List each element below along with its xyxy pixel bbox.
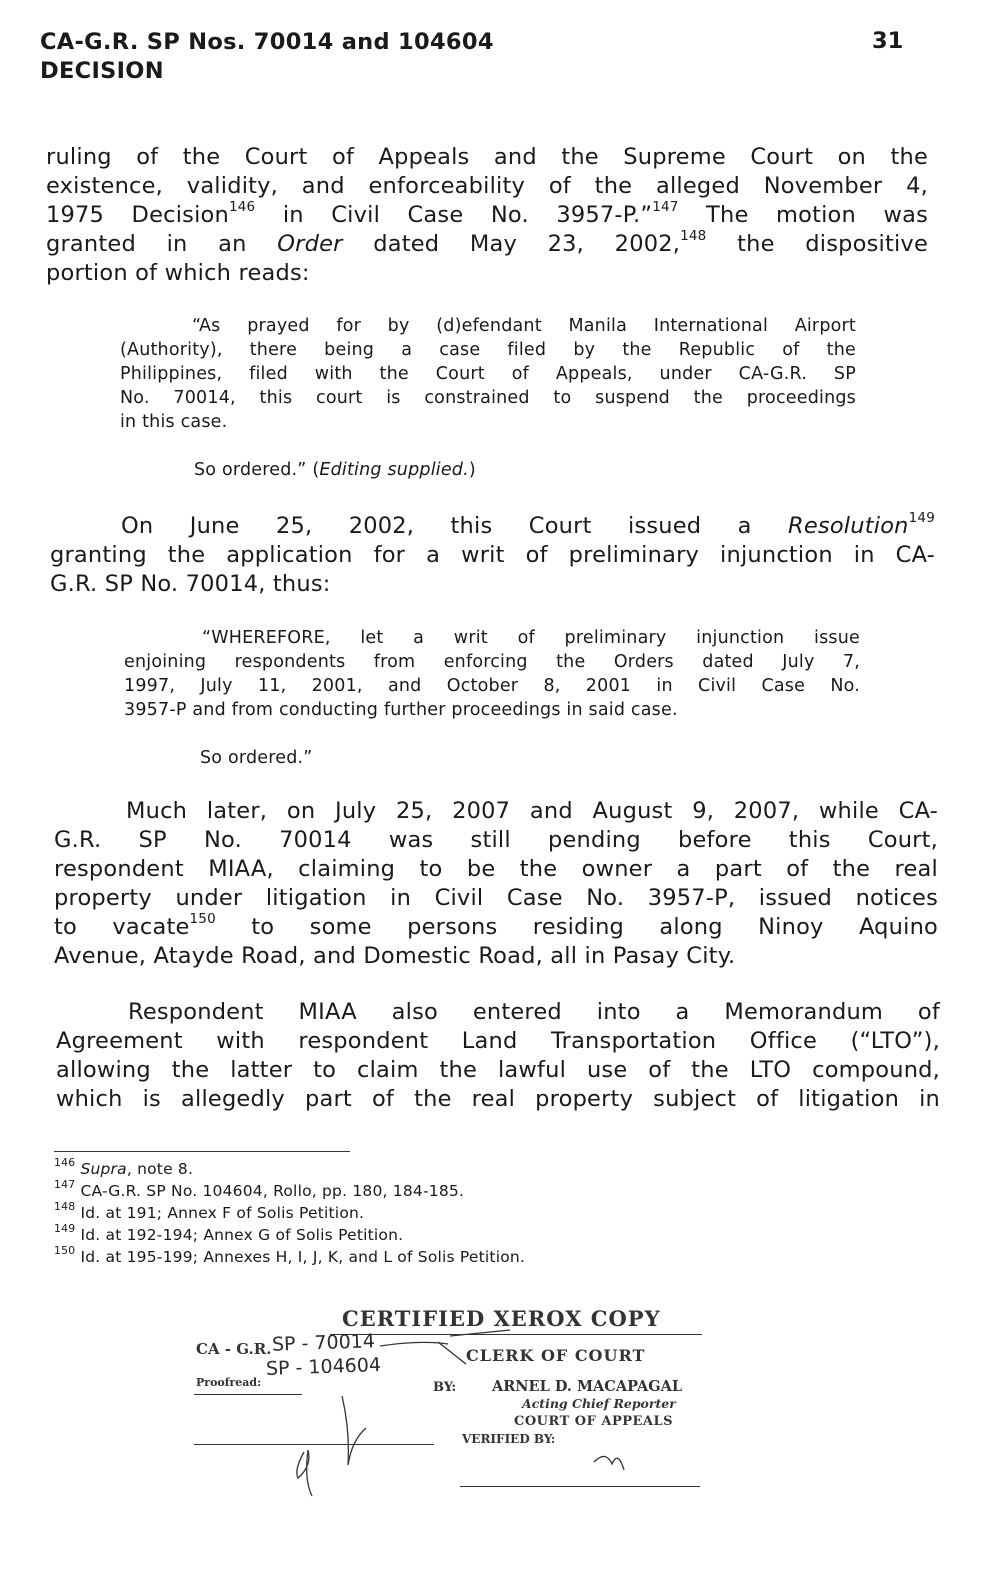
document-type: DECISION bbox=[40, 58, 164, 84]
stamp-signatory: ARNEL D. MACAPAGAL bbox=[492, 1378, 683, 1395]
stamp-clerk: CLERK OF COURT bbox=[466, 1346, 646, 1365]
footnote: $^{146}$ Supra, note 8. bbox=[54, 1156, 194, 1178]
stamp-court: COURT OF APPEALS bbox=[514, 1414, 674, 1429]
page-number: 31 bbox=[872, 28, 904, 54]
text-line: allowing the latter to claim the lawful use of the LTO compound, bbox=[56, 1057, 940, 1083]
quote-line: So ordered.” (Editing supplied.) bbox=[194, 460, 476, 480]
quote-line: No. 70014, this court is constrained to suspend the proceedings bbox=[120, 388, 856, 408]
footnote-divider bbox=[54, 1151, 350, 1152]
case-header bbox=[40, 28, 494, 86]
text-line: existence, validity, and enforceability of the alleged November 4, bbox=[46, 173, 928, 199]
text-line: G.R. SP No. 70014 was still pending before this Court, bbox=[54, 827, 938, 853]
quote-line: Philippines, filed with the Court of Appeals, under CA-G.R. SP bbox=[120, 364, 856, 384]
footnote: $^{147}$ CA-G.R. SP No. 104604, Rollo, pp. 180, 184-185. bbox=[54, 1178, 465, 1200]
stamp-verified: VERIFIED BY: bbox=[462, 1432, 556, 1446]
text-line: On June 25, 2002, this Court issued a Resolution$^{149}$ bbox=[121, 510, 935, 539]
stamp-role: Acting Chief Reporter bbox=[522, 1396, 676, 1411]
footnote: $^{150}$ Id. at 195-199; Annexes H, I, J, K, and L of Solis Petition. bbox=[54, 1244, 526, 1266]
text-line: portion of which reads: bbox=[46, 260, 310, 286]
text-line: granted in an Order dated May 23, 2002,$^{148}$ the dispositive bbox=[46, 228, 928, 257]
text-line: granting the application for a writ of preliminary injunction in CA- bbox=[50, 542, 935, 568]
footnote-ref: 146 bbox=[228, 199, 256, 216]
text-line: ruling of the Court of Appeals and the Supreme Court on the bbox=[46, 144, 928, 170]
text-line: 1975 Decision$^{146}$ in Civil Case No. 3957-P.”$^{147}$ The motion was bbox=[46, 199, 928, 228]
handwritten-case-a: SP - 70014 bbox=[271, 1330, 376, 1356]
text-line: to vacate$^{150}$ to some persons residing along Ninoy Aquino bbox=[54, 911, 938, 940]
quote-line: (Authority), there being a case filed by the Republic of the bbox=[120, 340, 856, 360]
stamp-ca-label: CA - G.R. bbox=[196, 1340, 272, 1358]
footnote: $^{149}$ Id. at 192-194; Annex G of Solis Petition. bbox=[54, 1222, 404, 1244]
footnote-ref: 148 bbox=[680, 228, 707, 245]
quote-line: “WHEREFORE, let a writ of preliminary injunction issue bbox=[202, 628, 860, 648]
footnote: $^{148}$ Id. at 191; Annex F of Solis Petition. bbox=[54, 1200, 365, 1222]
footnote-ref: 149 bbox=[908, 510, 935, 527]
quote-line: So ordered.” bbox=[200, 748, 313, 768]
quote-line: 3957-P and from conducting further proceedings in said case. bbox=[124, 700, 678, 720]
text-line: Much later, on July 25, 2007 and August 9, 2007, while CA- bbox=[126, 798, 938, 824]
text-line: G.R. SP No. 70014, thus: bbox=[50, 571, 331, 597]
stamp-by: BY: bbox=[433, 1380, 457, 1395]
text-line: which is allegedly part of the real property subject of litigation in bbox=[56, 1086, 940, 1112]
case-number: CA-G.R. SP Nos. 70014 and 104604 bbox=[40, 29, 494, 55]
text-line: respondent MIAA, claiming to be the owner a part of the real bbox=[54, 856, 938, 882]
handwritten-case-b: SP - 104604 bbox=[265, 1354, 382, 1380]
quote-line: in this case. bbox=[120, 412, 228, 432]
stamp-proofread: Proofread: bbox=[196, 1376, 262, 1389]
text-line: Agreement with respondent Land Transportation Office (“LTO”), bbox=[56, 1028, 940, 1054]
stamp-title: CERTIFIED XEROX COPY bbox=[342, 1306, 661, 1331]
text-line: property under litigation in Civil Case No. 3957-P, issued notices bbox=[54, 885, 938, 911]
text-line: Respondent MIAA also entered into a Memorandum of bbox=[128, 999, 940, 1025]
footnote-ref: 150 bbox=[189, 911, 216, 928]
quote-line: “As prayed for by (d)efendant Manila International Airport bbox=[192, 316, 856, 336]
quote-line: enjoining respondents from enforcing the Orders dated July 7, bbox=[124, 652, 860, 672]
footnote-ref: 147 bbox=[652, 199, 679, 216]
text-line: Avenue, Atayde Road, and Domestic Road, all in Pasay City. bbox=[54, 943, 736, 969]
handwritten-marks bbox=[180, 1300, 740, 1500]
quote-line: 1997, July 11, 2001, and October 8, 2001 in Civil Case No. bbox=[124, 676, 860, 696]
